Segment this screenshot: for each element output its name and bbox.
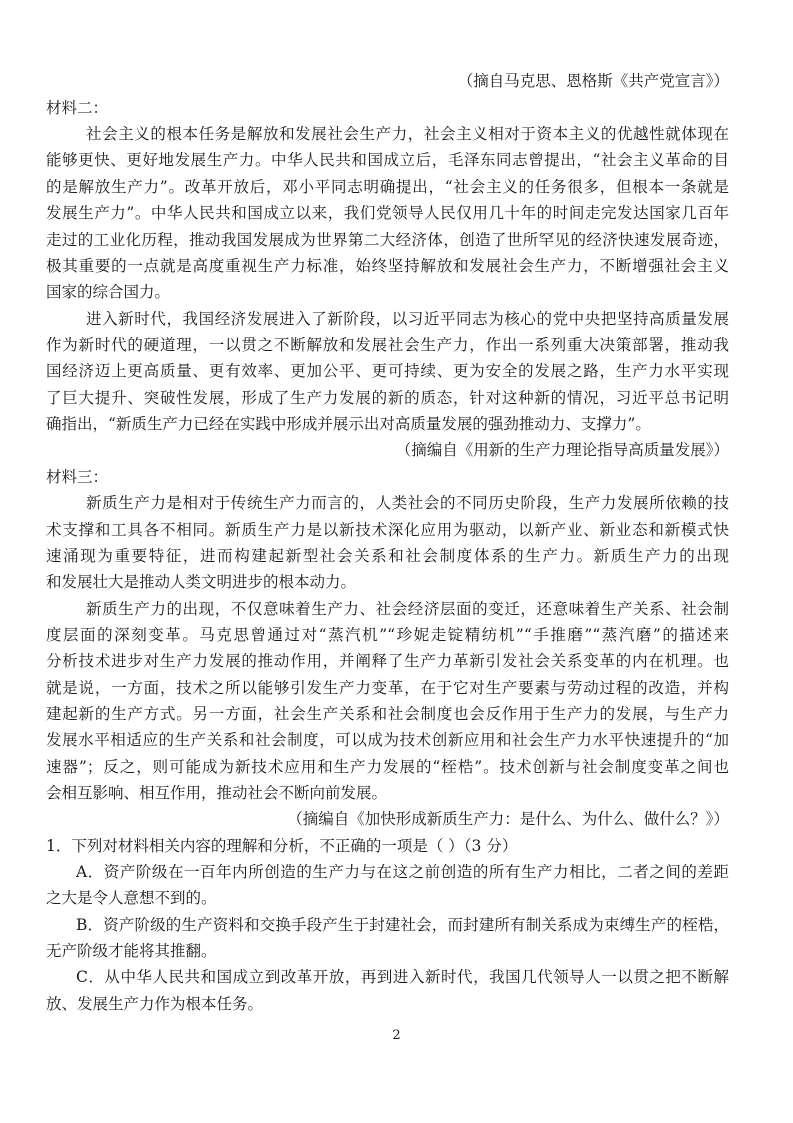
material-3-paragraph-2-line: 会相互影响、相互作用，推动社会不断向前发展。 — [46, 784, 388, 802]
material-2-paragraph-2-line: 确指出，“新质生产力已经在实践中形成并展示出对高质量发展的强劲推动力、支撑力”。 — [46, 415, 651, 433]
material-3-paragraph-1-line: 和发展壮大是推动人类文明进步的根本动力。 — [46, 573, 357, 591]
material-3-paragraph-2-line: 发展水平相适应的生产关系和社会制度，可以成为技术创新应用和社会生产力水平快速提升的“加 — [46, 731, 729, 749]
material-2-paragraph-1-line: 国家的综合国力。 — [46, 283, 171, 301]
material-2-paragraph-1-line: 发展生产力”。中华人民共和国成立以来，我们党领导人民仅用几十年的时间走完发达国家几百年 — [46, 204, 729, 222]
question-1-option-a[interactable]: A．资产阶级在一百年内所创造的生产力与在这之前创造的所有生产力相比，二者之间的差距 — [76, 863, 729, 881]
material-3-paragraph-2-line: 速器”；反之，则可能成为新技术应用和生产力发展的“桎梏”。技术创新与社会制度变革之间也 — [46, 758, 729, 776]
material-2-paragraph-2-line: 进入新时代，我国经济发展进入了新阶段，以习近平同志为核心的党中央把坚持高质量发展 — [86, 310, 729, 328]
question-1-option-a-continued: 之大是令人意想不到的。 — [46, 889, 217, 907]
material-2-paragraph-1-line: 的是解放生产力”。改革开放后，邓小平同志明确提出，“社会主义的任务很多，但根本一条就是 — [46, 178, 729, 196]
question-1-option-b[interactable]: B．资产阶级的生产资料和交换手段产生于封建社会，而封建所有制关系成为束缚生产的桎梏， — [76, 916, 729, 934]
material-2-paragraph-2-line: 国经济迈上更高质量、更有效率、更加公平、更可持续、更为安全的发展之路，生产力水平实现 — [46, 362, 729, 380]
material-2-paragraph-1-line: 极其重要的一点就是高度重视生产力标准，始终坚持解放和发展社会生产力，不断增强社会主义 — [46, 257, 729, 275]
material-3-heading: 材料三： — [46, 468, 109, 486]
material-2-paragraph-2-line: 了巨大提升、突破性发展，形成了生产力发展的新的质态，针对这种新的情况，习近平总书记明 — [46, 389, 729, 407]
material-3-paragraph-1-line: 速涌现为重要特征，进而构建起新型社会关系和社会制度体系的生产力。新质生产力的出现 — [46, 547, 729, 565]
source-citation-2: （摘编自《用新的生产力理论指导高质量发展》） — [395, 441, 729, 459]
material-3-paragraph-1-line: 新质生产力是相对于传统生产力而言的，人类社会的不同历史阶段，生产力发展所依赖的技 — [86, 494, 729, 512]
material-2-paragraph-1-line: 走过的工业化历程，推动我国发展成为世界第二大经济体，创造了世所罕见的经济快速发展奇迹， — [46, 231, 729, 249]
question-1-option-b-continued: 无产阶级才能将其推翻。 — [46, 942, 217, 960]
material-2-paragraph-1-line: 社会主义的根本任务是解放和发展社会生产力，社会主义相对于资本主义的优越性就体现在 — [86, 125, 729, 143]
material-3-paragraph-2-line: 新质生产力的出现，不仅意味着生产力、社会经济层面的变迁，还意味着生产关系、社会制 — [86, 600, 729, 618]
page-number: 2 — [392, 1028, 401, 1043]
material-2-paragraph-2-line: 作为新时代的硬道理，一以贯之不断解放和发展社会生产力，作出一系列重大决策部署，推动我 — [46, 336, 729, 354]
material-2-paragraph-1-line: 能够更快、更好地发展生产力。中华人民共和国成立后，毛泽东同志曾提出，“社会主义革命的目 — [46, 151, 729, 169]
material-3-paragraph-2-line: 建起新的生产方式。另一方面，社会生产关系和社会制度也会反作用于生产力的发展，与生产力 — [46, 705, 729, 723]
material-2-heading: 材料二： — [46, 99, 109, 117]
material-3-paragraph-1-line: 术支撑和工具各不相同。新质生产力是以新技术深化应用为驱动，以新产业、新业态和新模式快 — [46, 521, 729, 539]
material-3-paragraph-2-line: 度层面的深刻变革。马克思曾通过对“蒸汽机”“珍妮走锭精纺机”“手推磨”“蒸汽磨”的描述来 — [46, 626, 729, 644]
question-1-option-c[interactable]: C．从中华人民共和国成立到改革开放，再到进入新时代，我国几代领导人一以贯之把不断解 — [76, 968, 729, 986]
source-citation-1: （摘自马克思、恩格斯《共产党宣言》） — [457, 72, 729, 90]
question-1-stem: 1．下列对材料相关内容的理解和分析，不正确的一项是（ ）（3 分） — [46, 837, 518, 855]
material-3-paragraph-2-line: 就是说，一方面，技术之所以能够引发生产力变革，在于它对生产要素与劳动过程的改造，并构 — [46, 679, 729, 697]
material-3-paragraph-2-line: 分析技术进步对生产力发展的推动作用，并阐释了生产力革新引发社会关系变革的内在机理。也 — [46, 652, 729, 670]
question-1-option-c-continued: 放、发展生产力作为根本任务。 — [46, 995, 264, 1013]
source-citation-3: （摘编自《加快形成新质生产力：是什么、为什么、做什么？》） — [287, 810, 729, 828]
